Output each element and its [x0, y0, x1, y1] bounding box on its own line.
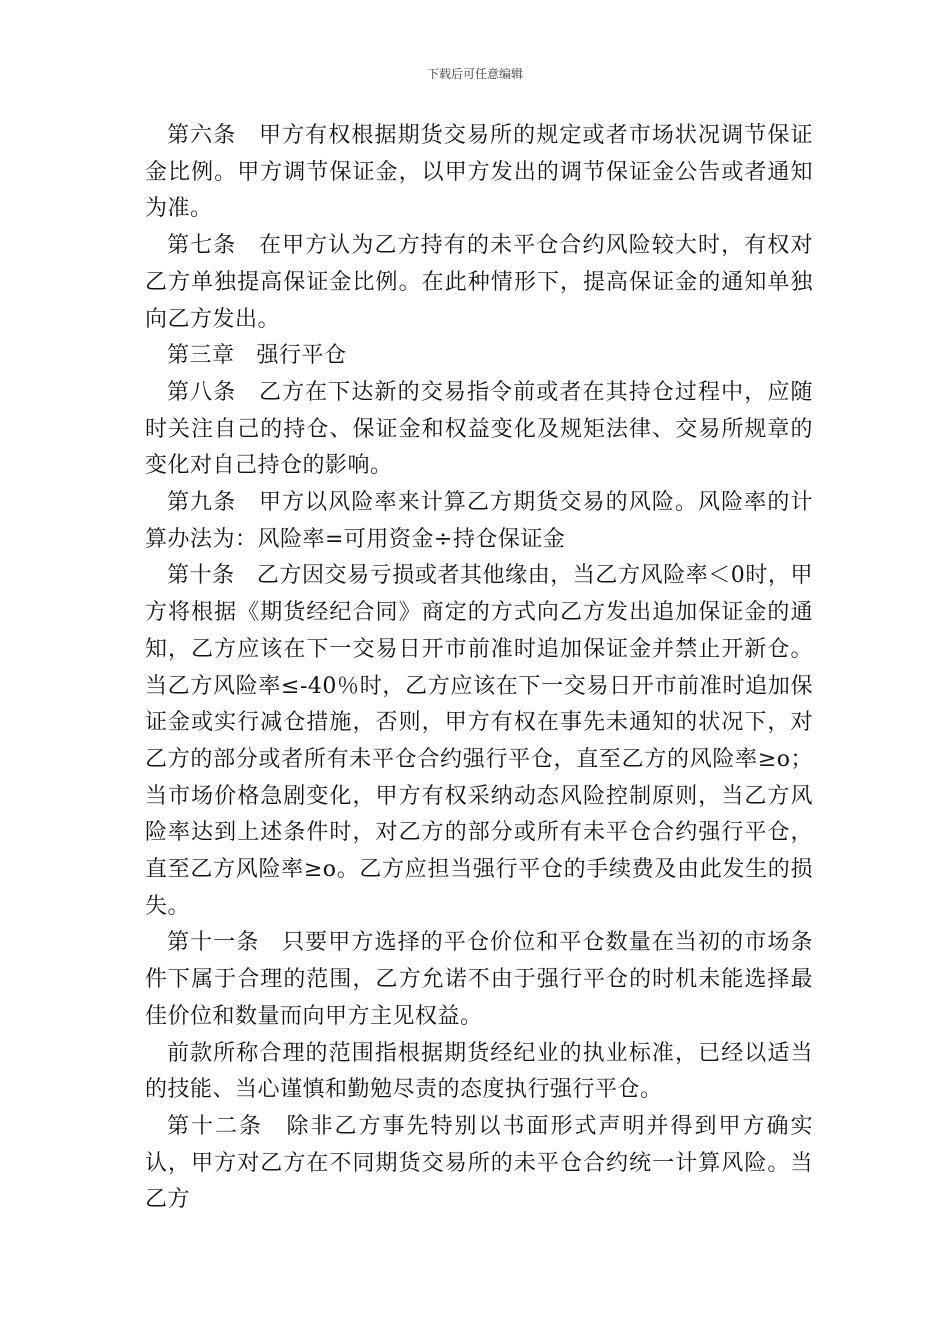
article-text: 除非乙方事先特别以书面形式声明并得到甲方确实认，甲方对乙方在不同期货交易所的未平仓合约统一计算风险。当乙方: [145, 1113, 813, 1213]
article-label: 第十一条: [167, 930, 260, 956]
chapter-3-heading: [145, 338, 813, 375]
article-label: 第九条: [167, 490, 237, 516]
chapter-title: 强行平仓: [256, 343, 347, 369]
document-body: [145, 118, 813, 1219]
paragraph-text: 前款所称合理的范围指根据期货经纪业的执业标准，已经以适当的技能、当心谨慎和勤勉尽责的态度执行强行平仓。: [145, 1040, 813, 1103]
page-header: 下载后可任意编辑: [426, 67, 523, 81]
article-label: 第十二条: [167, 1113, 263, 1139]
article-label: 第八条: [167, 379, 237, 405]
article-text: 乙方在下达新的交易指令前或者在其持仓过程中，应随时关注自己的持仓、保证金和权益变化及规矩法律、交易所规章的变化对自己持仓的影响。: [145, 379, 813, 479]
article-7: [145, 228, 813, 338]
article-10: [145, 558, 813, 925]
article-11-note: [145, 1036, 813, 1109]
chapter-label: 第三章: [167, 343, 235, 369]
article-text: 甲方有权根据期货交易所的规定或者市场状况调节保证金比例。甲方调节保证金，以甲方发出的调节保证金公告或者通知为准。: [145, 123, 813, 222]
article-label: 第十条: [167, 563, 235, 589]
article-12: [145, 1109, 813, 1219]
article-label: 第七条: [167, 233, 237, 259]
article-11: [145, 925, 813, 1035]
article-text: 乙方因交易亏损或者其他缘由，当乙方风险率＜0时，甲方将根据《期货经纪合同》商定的方式向乙方发出追加保证金的通知，乙方应该在下一交易日开市前准时追加保证金并禁止开新仓。当乙方风险率≤-40％时，乙方应该在下一交易日开市前准时追加保证金或实行减仓措施，否则，甲方有权在事先未通知的状况下，对乙方的部分或者所有未平仓合约强行平仓，直至乙方的风险率≥o；当市场价格急剧变化，甲方有权采纳动态风险控制原则，当乙方风险率达到上述条件时，对乙方的部分或所有未平仓合约强行平仓，直至乙方风险率≥o。乙方应担当强行平仓的手续费及由此发生的损失。: [145, 563, 813, 919]
article-9: [145, 485, 813, 558]
article-6: [145, 118, 813, 228]
article-text: 只要甲方选择的平仓价位和平仓数量在当初的市场条件下属于合理的范围，乙方允诺不由于强行平仓的时机未能选择最佳价位和数量而向甲方主见权益。: [145, 930, 813, 1029]
article-text: 甲方以风险率来计算乙方期货交易的风险。风险率的计算办法为：风险率=可用资金÷持仓保证金: [145, 490, 813, 552]
article-text: 在甲方认为乙方持有的未平仓合约风险较大时，有权对乙方单独提高保证金比例。在此种情形下，提高保证金的通知单独向乙方发出。: [145, 233, 813, 332]
article-8: [145, 375, 813, 485]
article-label: 第六条: [167, 123, 237, 148]
